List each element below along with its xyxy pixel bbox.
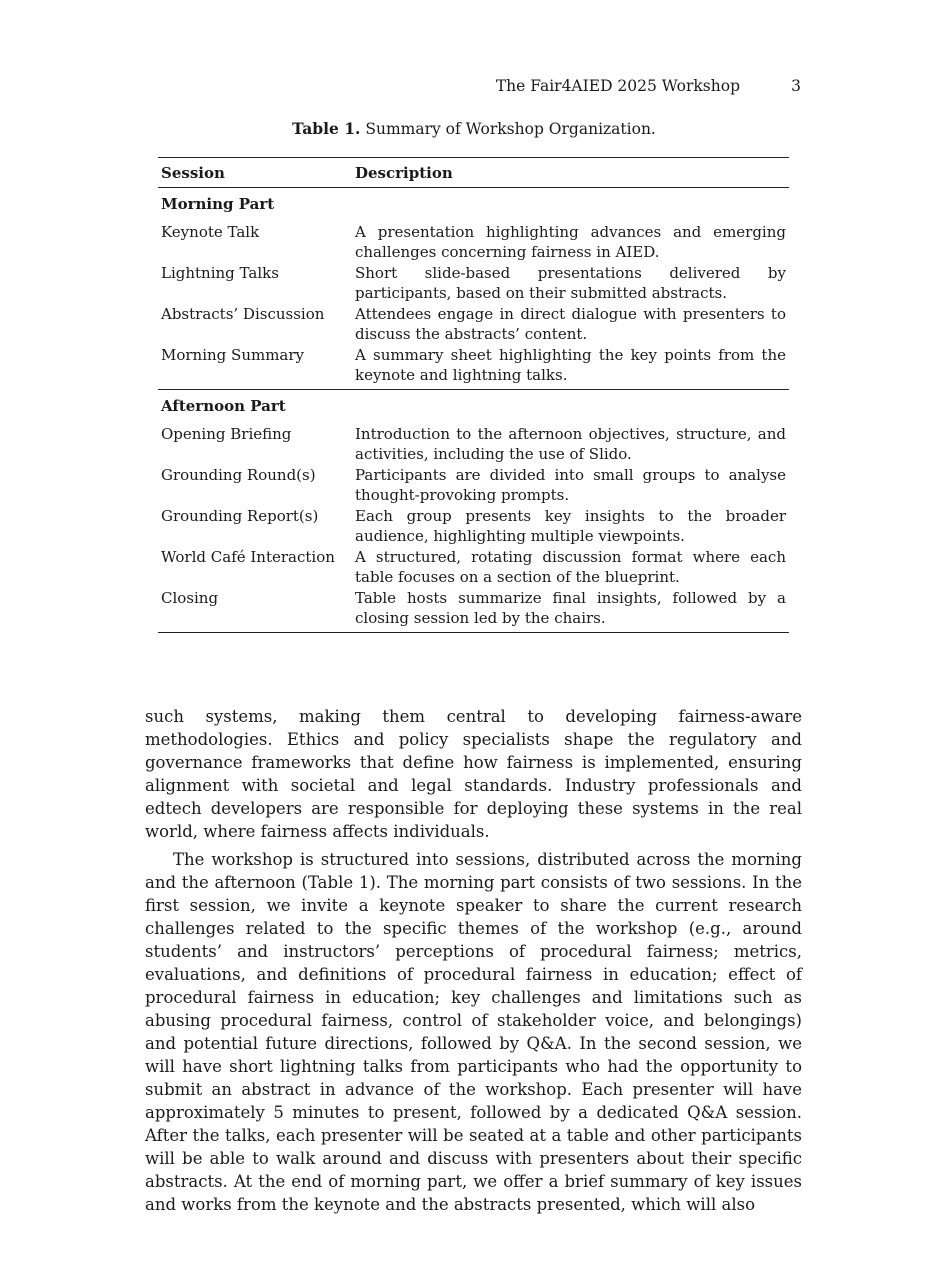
description-cell: Participants are divided into small groups to analyse thought-provoking prompts.	[355, 466, 786, 504]
table-row	[158, 304, 789, 345]
paragraph: such systems, making them central to developing fairness-aware methodologies. Ethics and policy specialists shape the regulatory and governance frameworks that define how fairness is implemented, ensuring alignment with societal and legal standards. Industry professionals and edtech developers are responsible for deploying these systems in the real world, where fairness affects individuals.	[145, 707, 802, 841]
group-row-morning	[158, 188, 789, 223]
session-cell: Grounding Round(s)	[161, 466, 316, 484]
body-text	[145, 705, 802, 1216]
table-row	[158, 465, 789, 506]
table-row	[158, 263, 789, 304]
session-cell: Morning Summary	[161, 346, 305, 364]
running-title: The Fair4AIED 2025 Workshop	[495, 77, 740, 95]
description-cell: Table hosts summarize final insights, followed by a closing session led by the chairs.	[355, 589, 786, 627]
column-header-description: Description	[355, 164, 453, 182]
description-cell: Short slide-based presentations delivered by participants, based on their submitted abstracts.	[355, 264, 786, 302]
table-caption	[0, 119, 928, 138]
table-row	[158, 424, 789, 465]
session-cell: Keynote Talk	[161, 223, 260, 241]
table-caption-label: Table 1.	[292, 119, 361, 138]
description-cell: A summary sheet highlighting the key points from the keynote and lightning talks.	[355, 346, 786, 384]
session-cell: Lightning Talks	[161, 264, 279, 282]
session-cell: Grounding Report(s)	[161, 507, 319, 525]
paragraph: The workshop is structured into sessions, distributed across the morning and the afternoon (Table 1). The morning part consists of two sessions. In the first session, we invite a keynote speaker to share the current research challenges related to the specific themes of the workshop (e.g., around students’ and instructors’ perceptions of procedural fairness; metrics, evaluations, and definitions of procedural fairness in education; effect of procedural fairness in education; key challenges and limitations such as abusing procedural fairness, control of stakeholder voice, and belongings) and potential future directions, followed by Q&A. In the second session, we will have short lightning talks from participants who had the opportunity to submit an abstract in advance of the workshop. Each presenter will have approximately 5 minutes to present, followed by a dedicated Q&A session. After the talks, each presenter will be seated at a table and other participants will be able to walk around and discuss with presenters about their specific abstracts. At the end of morning part, we offer a brief summary of key issues and works from the keynote and the abstracts presented, which will also	[145, 850, 802, 1214]
group-row-afternoon	[158, 390, 789, 425]
table-header-row	[158, 158, 789, 188]
column-header-session: Session	[161, 164, 225, 182]
table-row	[158, 547, 789, 588]
table-caption-text: Summary of Workshop Organization.	[365, 120, 656, 138]
description-cell: Each group presents key insights to the broader audience, highlighting multiple viewpoints.	[355, 507, 786, 545]
running-header	[0, 77, 928, 97]
description-cell: A structured, rotating discussion format where each table focuses on a section of the blueprint.	[355, 548, 786, 586]
summary-table-wrapper	[158, 157, 789, 633]
group-title: Afternoon Part	[161, 397, 286, 415]
table-row	[158, 588, 789, 633]
session-cell: Abstracts’ Discussion	[161, 305, 325, 323]
group-title: Morning Part	[161, 195, 275, 213]
description-cell: Introduction to the afternoon objectives, structure, and activities, including the use of Slido.	[355, 425, 786, 463]
session-cell: Closing	[161, 589, 219, 607]
table-row	[158, 345, 789, 390]
summary-table	[158, 157, 789, 633]
table-row	[158, 506, 789, 547]
page-number: 3	[791, 77, 801, 95]
session-cell: Opening Briefing	[161, 425, 292, 443]
session-cell: World Café Interaction	[161, 548, 335, 566]
description-cell: A presentation highlighting advances and emerging challenges concerning fairness in AIED.	[355, 223, 786, 261]
table-row	[158, 222, 789, 263]
description-cell: Attendees engage in direct dialogue with presenters to discuss the abstracts’ content.	[355, 305, 786, 343]
